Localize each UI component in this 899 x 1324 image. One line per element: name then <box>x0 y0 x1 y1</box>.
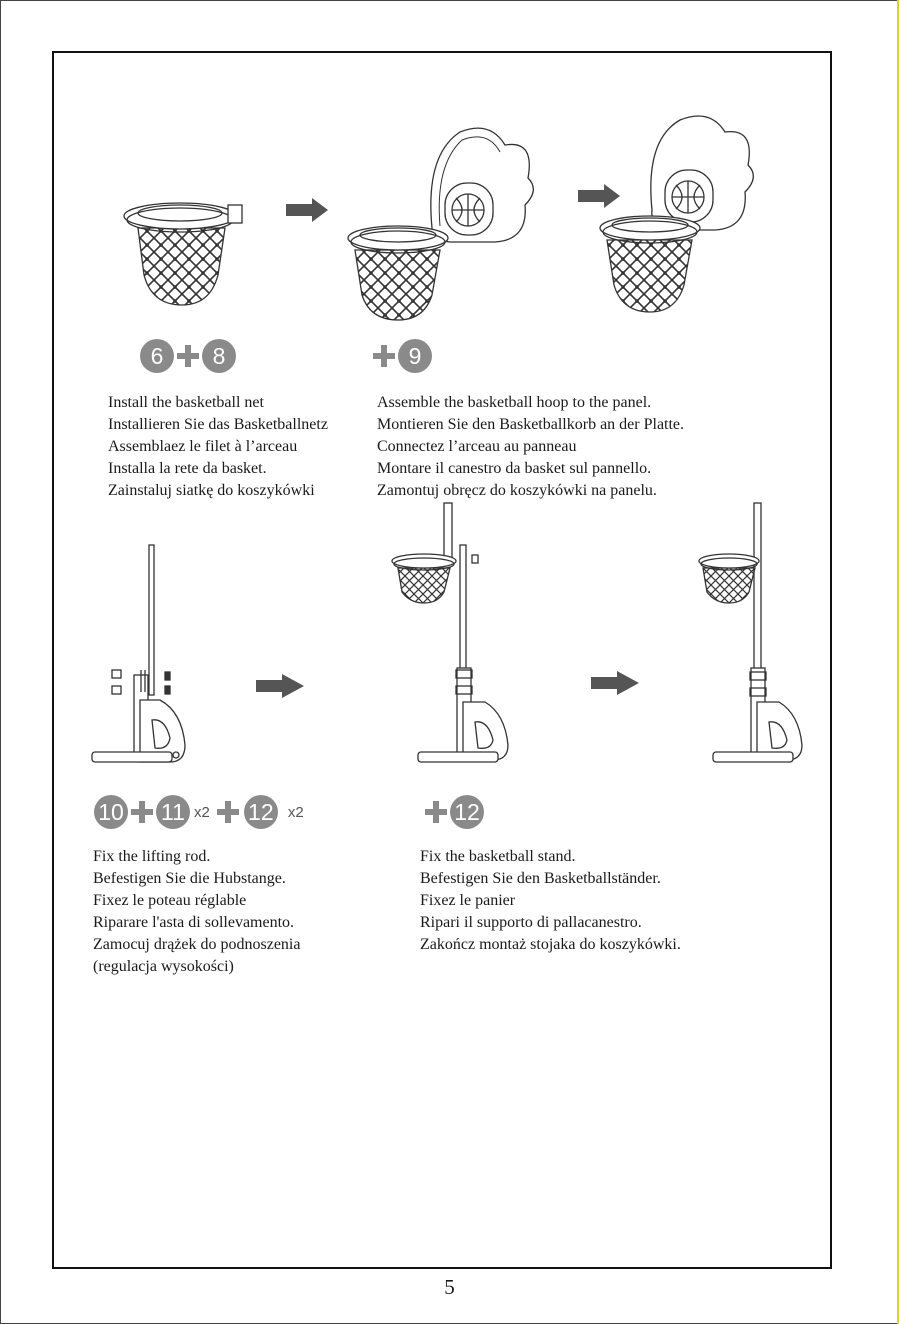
instruction-line: Assemblaez le filet à l’arceau <box>108 438 298 455</box>
step2-parts <box>370 339 432 373</box>
instruction-line: Montieren Sie den Basketballkorb an der Platte. <box>377 416 685 433</box>
plus-icon <box>370 339 398 373</box>
part-badge: 8 <box>202 339 236 373</box>
instruction-line: Befestigen Sie die Hubstange. <box>93 870 286 887</box>
step3-instructions <box>93 846 300 978</box>
arrow-icon <box>591 671 639 695</box>
step3-parts <box>94 795 308 829</box>
instruction-line: Install the basketball net <box>108 394 264 411</box>
quantity-label: x2 <box>287 803 304 821</box>
plus-icon <box>174 339 202 373</box>
lifting-rod-illustration <box>92 545 185 762</box>
stand-attach-illustration <box>392 503 508 762</box>
part-badge: 6 <box>140 339 174 373</box>
instruction-line: Fixez le panier <box>420 892 516 909</box>
step2-instructions <box>377 392 684 502</box>
instruction-line: Zamontuj obręcz do koszykówki na panelu. <box>377 482 657 499</box>
instruction-line: Riparare l'asta di sollevamento. <box>93 914 295 931</box>
step4-parts <box>422 795 484 829</box>
instruction-line: Befestigen Sie den Basketballständer. <box>420 870 661 887</box>
step4-instructions <box>420 846 681 956</box>
step1-parts <box>140 339 236 373</box>
instruction-line: Fix the lifting rod. <box>93 848 211 865</box>
instruction-line: Installieren Sie das Basketballnetz <box>108 416 328 433</box>
arrow-icon <box>578 184 620 208</box>
part-badge: 9 <box>398 339 432 373</box>
instruction-line: Zamocuj drążek do podnoszenia <box>93 936 301 953</box>
backboard-assembly-illustration <box>348 128 533 320</box>
completed-hoop-illustration <box>600 116 753 312</box>
instruction-line: Assemble the basketball hoop to the panel. <box>377 394 652 411</box>
instruction-line: Ripari il supporto di pallacanestro. <box>420 914 642 931</box>
instruction-line: Zainstaluj siatkę do koszykówki <box>108 482 315 499</box>
part-badge: 12 <box>450 795 484 829</box>
instruction-line: Connectez l’arceau au panneau <box>377 438 577 455</box>
page-number: 5 <box>444 1275 455 1299</box>
part-badge: 12 <box>244 795 278 829</box>
step1-instructions <box>108 392 328 502</box>
complete-stand-illustration <box>699 503 802 762</box>
plus-icon <box>422 795 450 829</box>
plus-icon <box>128 795 156 829</box>
quantity-label: x2 <box>194 803 210 821</box>
instruction-line: Fixez le poteau réglable <box>93 892 247 909</box>
arrow-icon <box>286 198 328 222</box>
instruction-line: Fix the basketball stand. <box>420 848 576 865</box>
hoop-with-net-illustration <box>124 203 242 305</box>
instruction-line: Zakończ montaż stojaka do koszykówki. <box>420 936 681 953</box>
arrow-icon <box>256 674 304 698</box>
instruction-line: Installa la rete da basket. <box>108 460 267 477</box>
instruction-line: Montare il canestro da basket sul pannello. <box>377 460 652 477</box>
part-badge: 11 <box>156 795 190 829</box>
plus-icon <box>214 795 242 829</box>
part-badge: 10 <box>94 795 128 829</box>
instruction-line: (regulacja wysokości) <box>93 958 234 975</box>
